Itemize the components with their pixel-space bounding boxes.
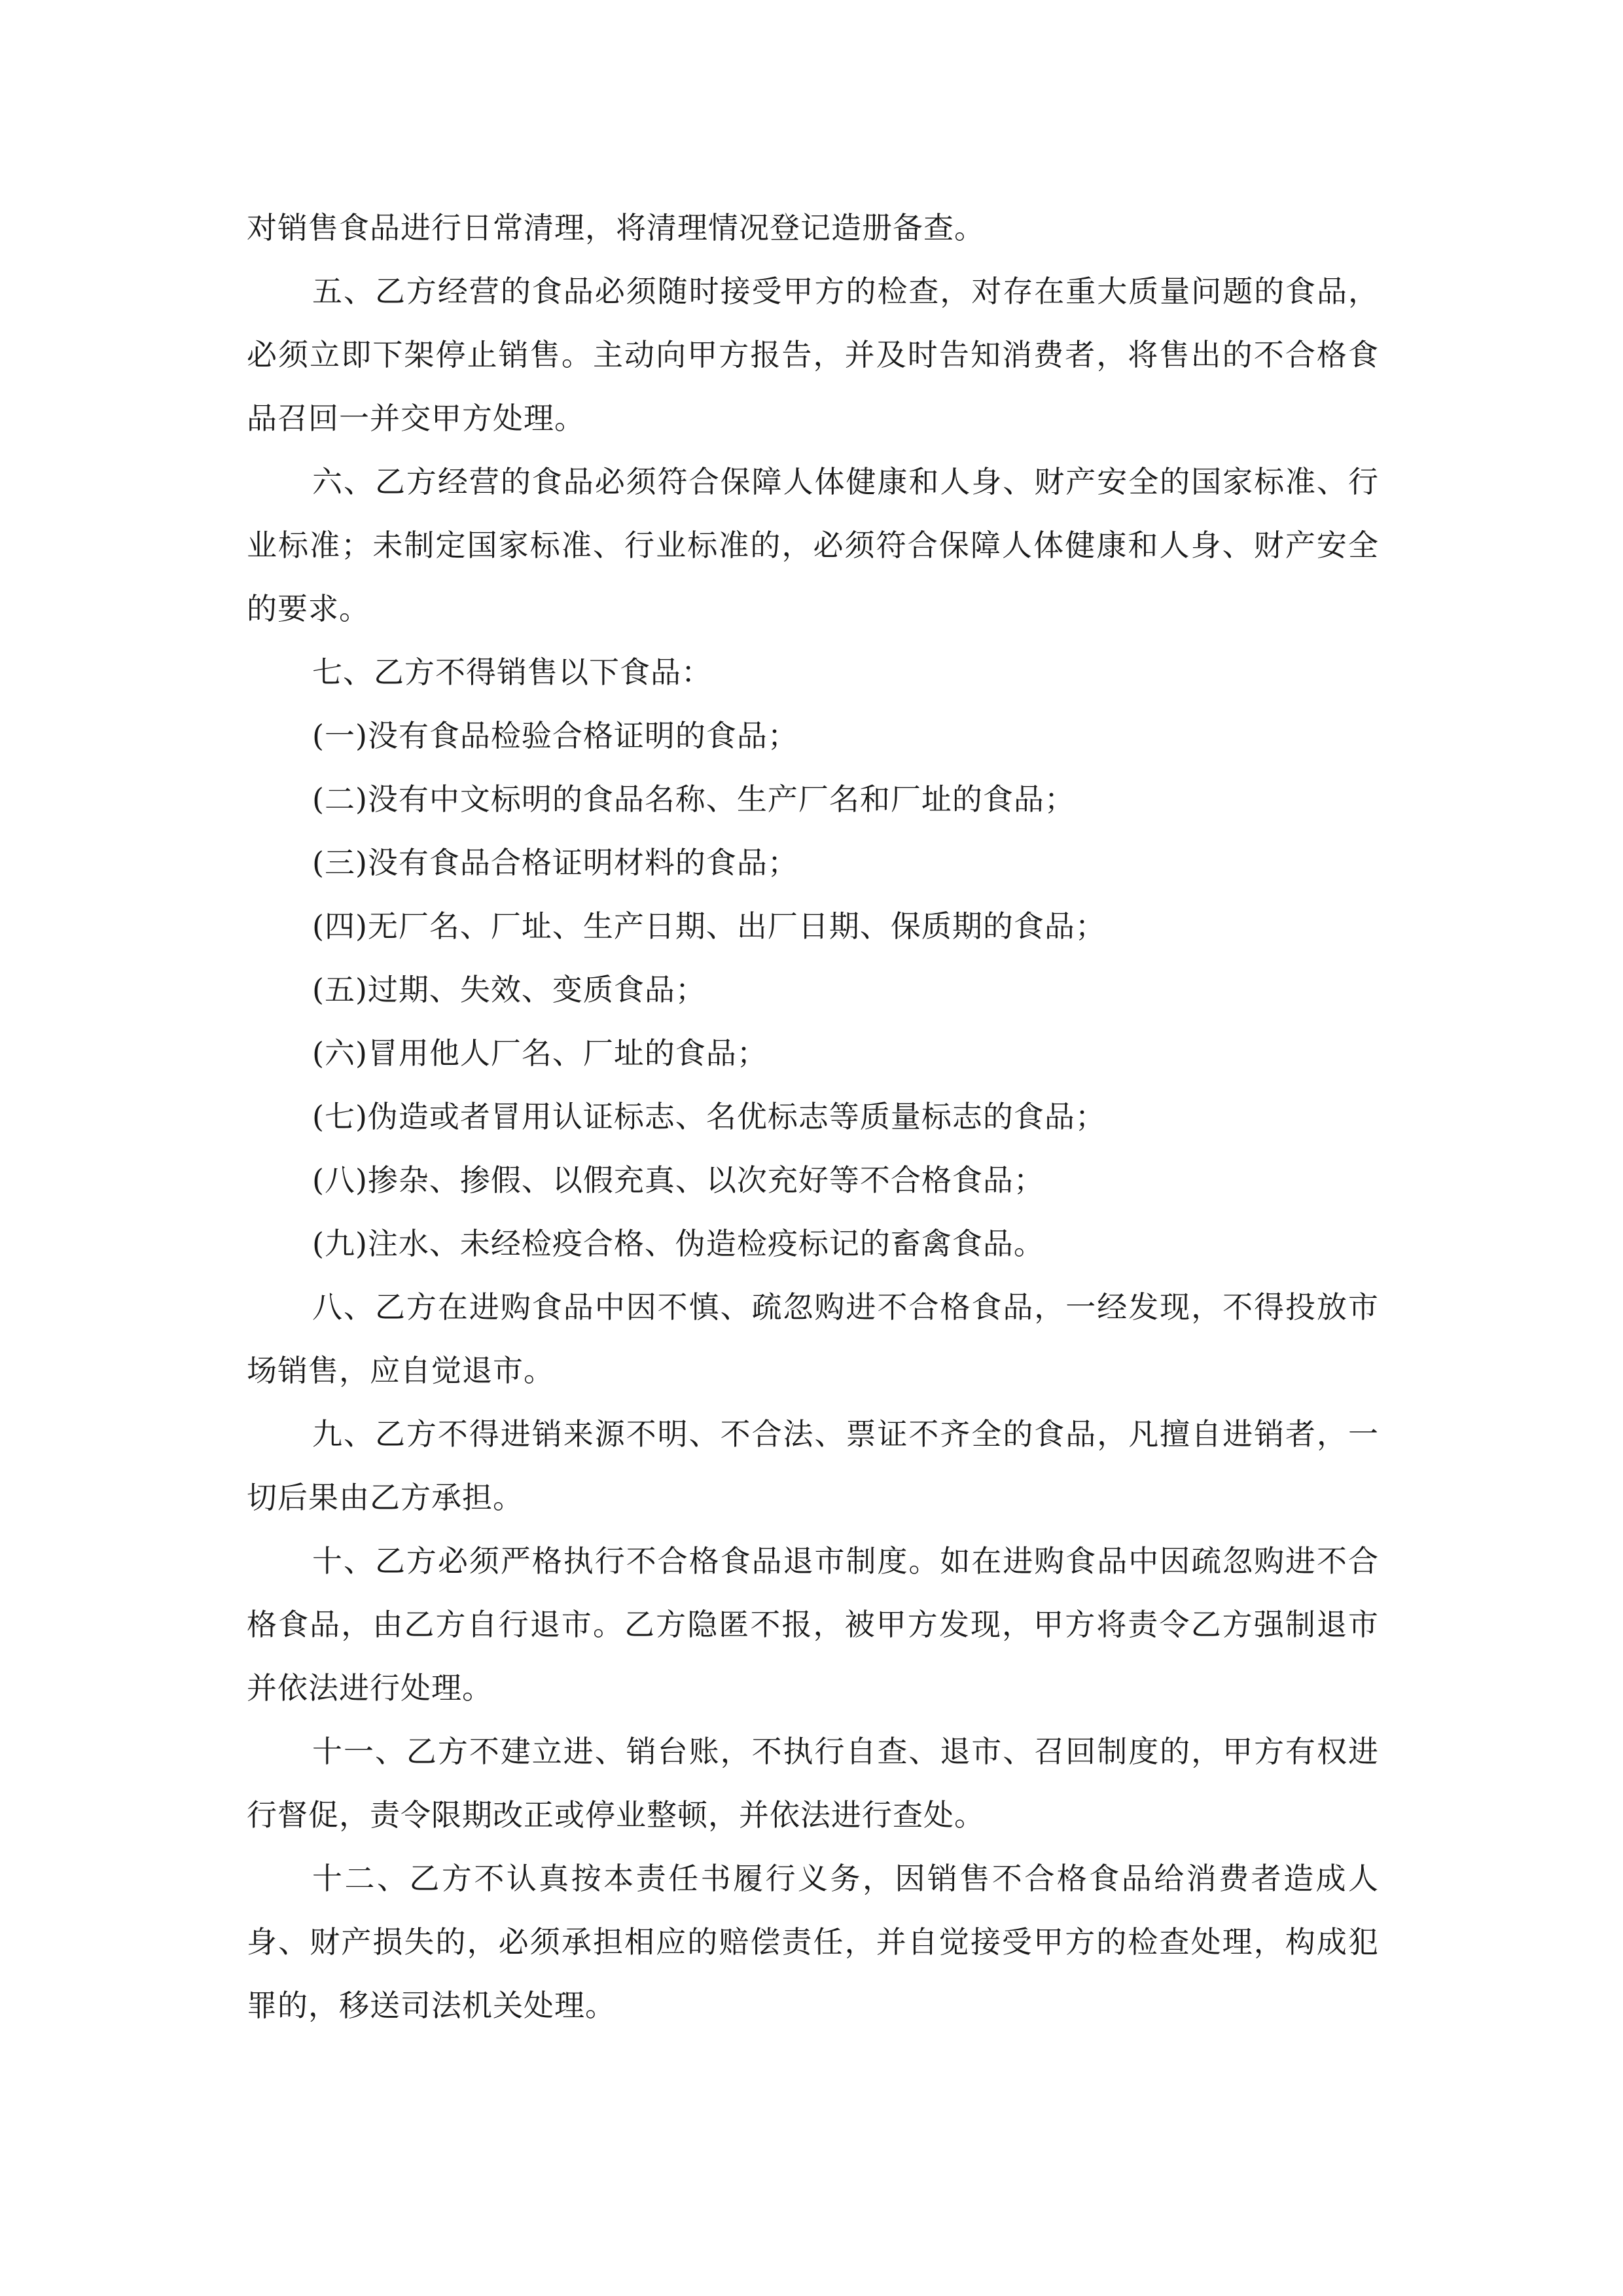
clause-7-item-9: (九)注水、未经检疫合格、伪造检疫标记的畜禽食品。 [312, 1226, 1044, 1261]
clause-7-item-3: (三)没有食品合格证明材料的食品； [312, 845, 798, 880]
clause-7-heading: 七、乙方不得销售以下食品： [312, 655, 712, 690]
clause-8: 八、乙方在进购食品中因不慎、疏忽购进不合格食品，一经发现，不得投放市场销售，应自觉退市。 [247, 1289, 1379, 1388]
clause-7-item-4: (四)无厂名、厂址、生产日期、出厂日期、保质期的食品； [312, 908, 1106, 944]
clause-7-item-6: (六)冒用他人厂名、厂址的食品； [312, 1035, 768, 1071]
clause-7-item-8: (八)掺杂、掺假、以假充真、以次充好等不合格食品； [312, 1162, 1044, 1198]
clause-7-item-7: (七)伪造或者冒用认证标志、名优标志等质量标志的食品； [312, 1099, 1106, 1134]
document-body [247, 196, 1379, 2037]
clause-9: 九、乙方不得进销来源不明、不合法、票证不齐全的食品，凡擅自进销者，一切后果由乙方承担。 [247, 1416, 1379, 1515]
clause-11: 十一、乙方不建立进、销台账，不执行自查、退市、召回制度的，甲方有权进行督促，责令限期改正或停业整顿，并依法进行查处。 [247, 1734, 1379, 1833]
paragraph-continuation: 对销售食品进行日常清理，将清理情况登记造册备查。 [247, 210, 985, 245]
clause-7-item-1: (一)没有食品检验合格证明的食品； [312, 718, 798, 753]
clause-7-item-5: (五)过期、失效、变质食品； [312, 972, 706, 1007]
clause-7-item-2: (二)没有中文标明的食品名称、生产厂名和厂址的食品； [312, 781, 1075, 817]
clause-10: 十、乙方必须严格执行不合格食品退市制度。如在进购食品中因疏忽购进不合格食品，由乙方自行退市。乙方隐匿不报，被甲方发现，甲方将责令乙方强制退市并依法进行处理。 [247, 1543, 1379, 1706]
clause-5: 五、乙方经营的食品必须随时接受甲方的检查，对存在重大质量问题的食品，必须立即下架停止销售。主动向甲方报告，并及时告知消费者，将售出的不合格食品召回一并交甲方处理。 [247, 274, 1379, 436]
clause-12: 十二、乙方不认真按本责任书履行义务，因销售不合格食品给消费者造成人身、财产损失的，必须承担相应的赔偿责任，并自觉接受甲方的检查处理，构成犯罪的，移送司法机关处理。 [247, 1861, 1379, 2023]
clause-6: 六、乙方经营的食品必须符合保障人体健康和人身、财产安全的国家标准、行业标准；未制定国家标准、行业标准的，必须符合保障人体健康和人身、财产安全的要求。 [247, 464, 1379, 626]
